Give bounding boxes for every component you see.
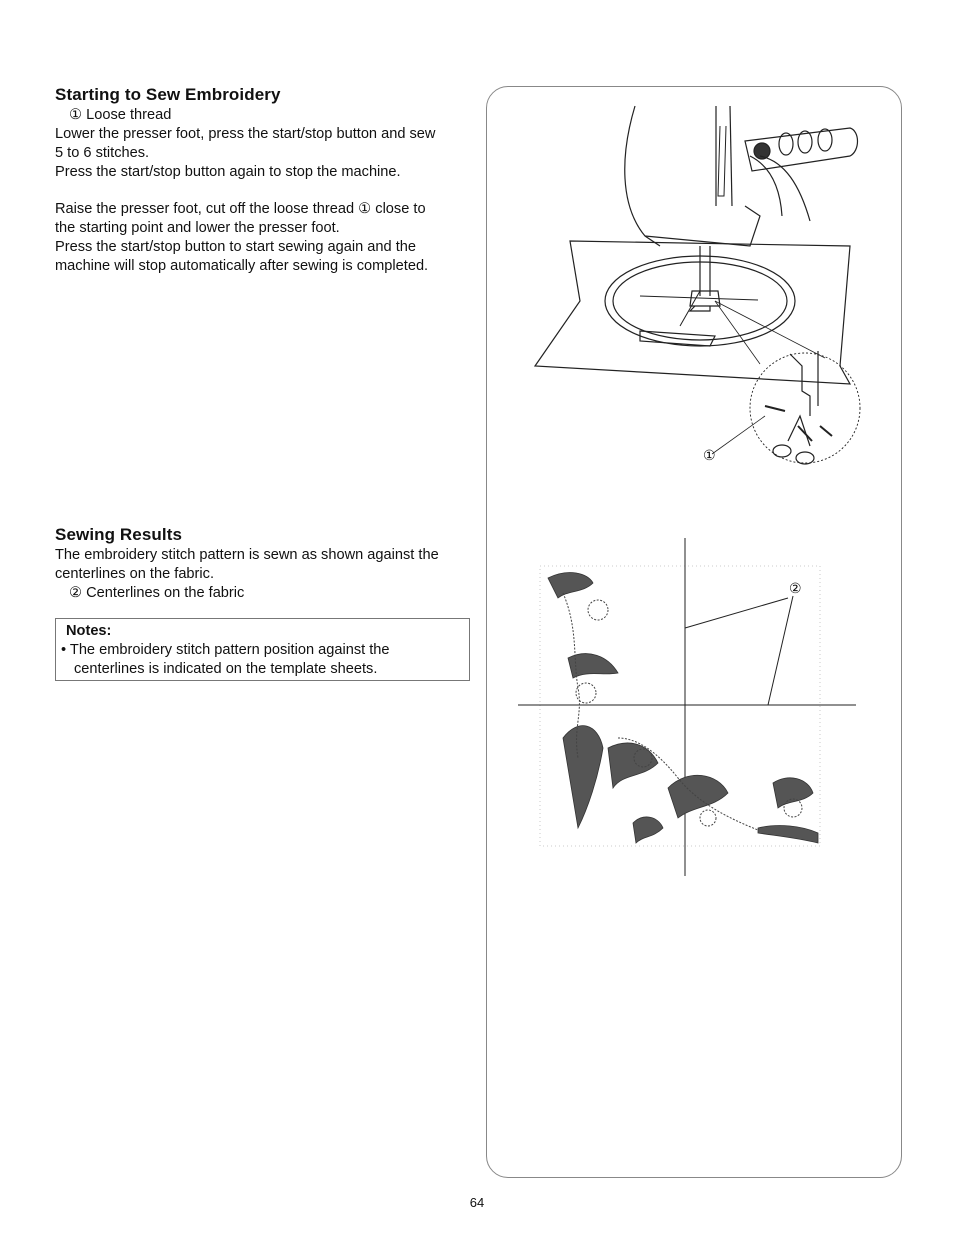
embroidery-result-illustration [518,538,858,878]
callout-2-label: ② [789,580,802,596]
section-title-starting: Starting to Sew Embroidery [55,85,281,104]
notes-text [61,641,390,679]
notes-line: centerlines is indicated on the template sheets. [74,661,378,677]
text-line: the starting point and lower the presser foot. [55,220,340,236]
callout-loose-thread: ① Loose thread [69,107,172,123]
text-line: The embroidery stitch pattern is sewn as shown against the [55,547,439,563]
text-line: machine will stop automatically after sewing is completed. [55,258,429,274]
text-line: 5 to 6 stitches. [55,145,150,161]
page-number: 64 [469,1195,485,1210]
callout-1-label: ① [703,447,716,463]
section-text-starting [55,106,435,182]
text-line: Press the start/stop button to start sewing again and the [55,239,417,255]
section-text-restart [55,200,428,276]
section-title-results: Sewing Results [55,525,183,544]
text-line: Raise the presser foot, cut off the loose thread ① close to [55,201,426,217]
callout-centerlines: ② Centerlines on the fabric [69,585,245,601]
text-line: Press the start/stop button again to stop the machine. [55,164,401,180]
text-line: Lower the presser foot, press the start/stop button and sew [55,126,436,142]
sewing-machine-illustration [520,96,870,476]
section-text-results [55,546,439,603]
notes-box [55,618,470,681]
notes-title: Notes: [66,623,112,639]
text-line: centerlines on the fabric. [55,566,214,582]
notes-line: • The embroidery stitch pattern position against the [61,642,390,658]
